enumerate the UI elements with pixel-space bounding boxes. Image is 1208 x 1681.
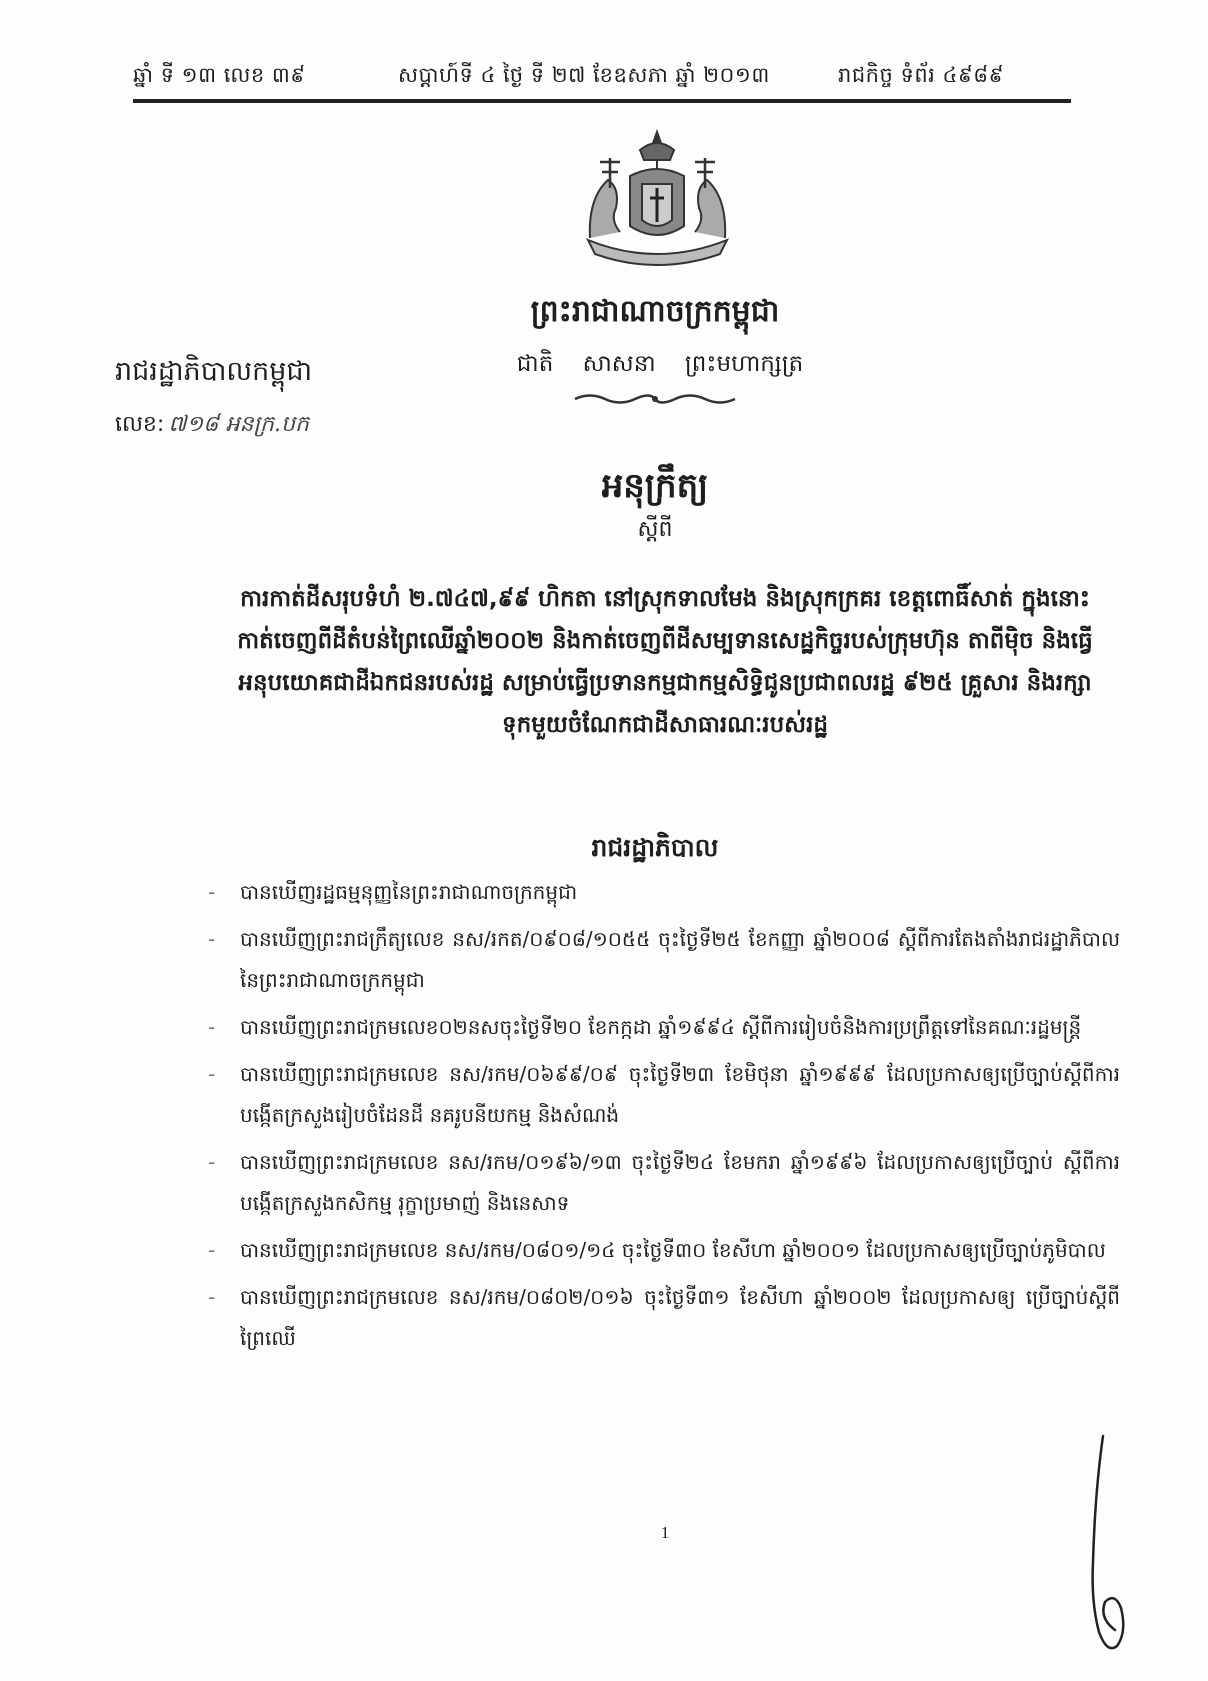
recital-text: បានឃើញព្រះរាជក្រមលេខ នស/រកម/០៦៩៩/០៩ ចុះថ្ងៃទី២៣ ខែមិថុនា ឆ្នាំ១៩៩៩ ដែលប្រកាសឲ្យប្រើច្បាប់ស្តីពីការបង្កើតក្រសួងរៀបចំដែនដី នគរូបនីយកម្ម និងសំណង់ [240,1062,1120,1127]
about-label: ស្តីពី [637,517,673,542]
recital-text: បានឃើញរដ្ឋធម្មនុញ្ញនៃព្រះរាជាណាចក្រកម្ពុជា [240,880,578,904]
list-item: - បានឃើញព្រះរាជក្រមលេខ នស/រកម/០១៩៦/១៣ ចុះថ្ងៃទី២៤ ខែមករា ឆ្នាំ១៩៩៦ ដែលប្រកាសឲ្យប្រើច្បាប់ ស្តីពីការបង្កើតក្រសួងកសិកម្ម រុក្ខាប្រមាញ់ និងនេសាទ [208,1150,1120,1215]
page-number: 1 [660,1523,670,1542]
decree-number-label: លេខ: [115,412,165,437]
list-item: - បានឃើញព្រះរាជក្រមលេខ នស/រកម/០៦៩៩/០៩ ចុះថ្ងៃទី២៣ ខែមិថុនា ឆ្នាំ១៩៩៩ ដែលប្រកាសឲ្យប្រើច្បាប់ស្តីពីការបង្កើតក្រសួងរៀបចំដែនដី នគរូបនីយកម្ម និងសំណង់ [208,1062,1120,1127]
issuing-government: រាជរដ្ឋាភិបាលកម្ពុជា [115,356,313,387]
decree-number [115,410,309,442]
list-item: - បានឃើញរដ្ឋធម្មនុញ្ញនៃព្រះរាជាណាចក្រកម្ពុជា [208,880,578,904]
document-type: អនុក្រឹត្យ [601,466,709,506]
list-item: - បានឃើញព្រះរាជក្រឹត្យលេខ នស/រកត/០៩០៨/១០៥៥ ចុះថ្ងៃទី២៥ ខែកញ្ញា ឆ្នាំ២០០៨ ស្តីពីការតែងតាំងរាជរដ្ឋាភិបាលនៃព្រះរាជាណាចក្រកម្ពុជា [208,927,1120,992]
recital-text: បានឃើញព្រះរាជក្រមលេខ នស/រកម/០៨០២/០១៦ ចុះថ្ងៃទី៣១ ខែសីហា ឆ្នាំ២០០២ ដែលប្រកាសឲ្យ ប្រើច្បាប់ស្តីពីព្រៃឈើ [240,1285,1120,1350]
decree-subject: ការកាត់ដីសរុបទំហំ ២.៧៤៧,៩៩ ហិកតា នៅស្រុកទាលមែង និងស្រុកក្រគរ ខេត្តពោធិ៍សាត់ ក្នុងនោះ កាត់ចេញពីដីតំបន់ព្រៃឈើឆ្នាំ២០០២ និងកាត់ចេញពីដីសម្បទានសេដ្ឋកិច្ចរបស់ក្រុមហ៊ុន តាពីម៉ិច និងធ្វើអនុបយោគជាដីឯកជនរបស់រដ្ឋ សម្រាប់ធ្វើប្រទានកម្មជាកម្មសិទ្ធិជូនប្រជាពលរដ្ឋ ៩២៥ គ្រួសារ និងរក្សាទុកមួយចំណែកជាដីសាធារណៈរបស់រដ្ឋ [237,586,1093,738]
list-item: - បានឃើញព្រះរាជក្រមលេខ នស/រកម/០៨០២/០១៦ ចុះថ្ងៃទី៣១ ខែសីហា ឆ្នាំ២០០២ ដែលប្រកាសឲ្យ ប្រើច្បាប់ស្តីពីព្រៃឈើ [208,1285,1120,1350]
kingdom-title: ព្រះរាជាណាចក្រកម្ពុជា [530,294,780,329]
recital-text: បានឃើញព្រះរាជក្រមលេខ នស/រកម/០១៩៦/១៣ ចុះថ្ងៃទី២៤ ខែមករា ឆ្នាំ១៩៩៦ ដែលប្រកាសឲ្យប្រើច្បាប់ ស្តីពីការបង្កើតក្រសួងកសិកម្ម រុក្ខាប្រមាញ់ និងនេសាទ [240,1150,1120,1215]
section-title: រាជរដ្ឋាភិបាល [591,833,719,862]
gazette-date: សប្តាហ៍ទី ៤ ថ្ងៃ ទី ២៧ ខែឧសភា ឆ្នាំ ២០១៣ [398,63,770,87]
handwritten-initial-icon [1065,1432,1155,1662]
recital-text: បានឃើញព្រះរាជក្រមលេខ០២នសចុះថ្ងៃទី២០ ខែកក្កដា ឆ្នាំ១៩៩៤ ស្តីពីការរៀបចំនិងការប្រព្រឹត្តទៅនៃគណៈរដ្ឋមន្ត្រី [240,1015,1082,1039]
gazette-page: រាជកិច្ច ទំព័រ ៤៩៨៩ [838,63,1004,87]
ornament-divider-icon [570,392,740,406]
gazette-volume: ឆ្នាំ ទី ១៣ លេខ ៣៩ [133,63,306,87]
national-motto: ជាតិ សាសនា ព្រះមហាក្សត្រ [516,351,804,377]
header-rule [133,99,1071,103]
recital-text: បានឃើញព្រះរាជក្រមលេខ នស/រកម/០៨០១/១៤ ចុះថ្ងៃទី៣០ ខែសីហា ឆ្នាំ២០០១ ដែលប្រកាសឲ្យប្រើច្បាប់ភូមិបាល [240,1238,1106,1262]
list-item: - បានឃើញព្រះរាជក្រមលេខ០២នសចុះថ្ងៃទី២០ ខែកក្កដា ឆ្នាំ១៩៩៤ ស្តីពីការរៀបចំនិងការប្រព្រឹត្តទៅនៃគណៈរដ្ឋមន្ត្រី [208,1015,1082,1039]
recital-text: បានឃើញព្រះរាជក្រឹត្យលេខ នស/រកត/០៩០៨/១០៥៥ ចុះថ្ងៃទី២៥ ខែកញ្ញា ឆ្នាំ២០០៨ ស្តីពីការតែងតាំងរាជរដ្ឋាភិបាលនៃព្រះរាជាណាចក្រកម្ពុជា [240,927,1120,992]
royal-coat-of-arms-icon [570,128,745,273]
recitals-list [200,872,1120,1365]
list-item: - បានឃើញព្រះរាជក្រមលេខ នស/រកម/០៨០១/១៤ ចុះថ្ងៃទី៣០ ខែសីហា ឆ្នាំ២០០១ ដែលប្រកាសឲ្យប្រើច្បាប់ភូមិបាល [208,1238,1106,1262]
decree-number-value: ៧១៨ អនក្រ.បក [168,412,309,437]
